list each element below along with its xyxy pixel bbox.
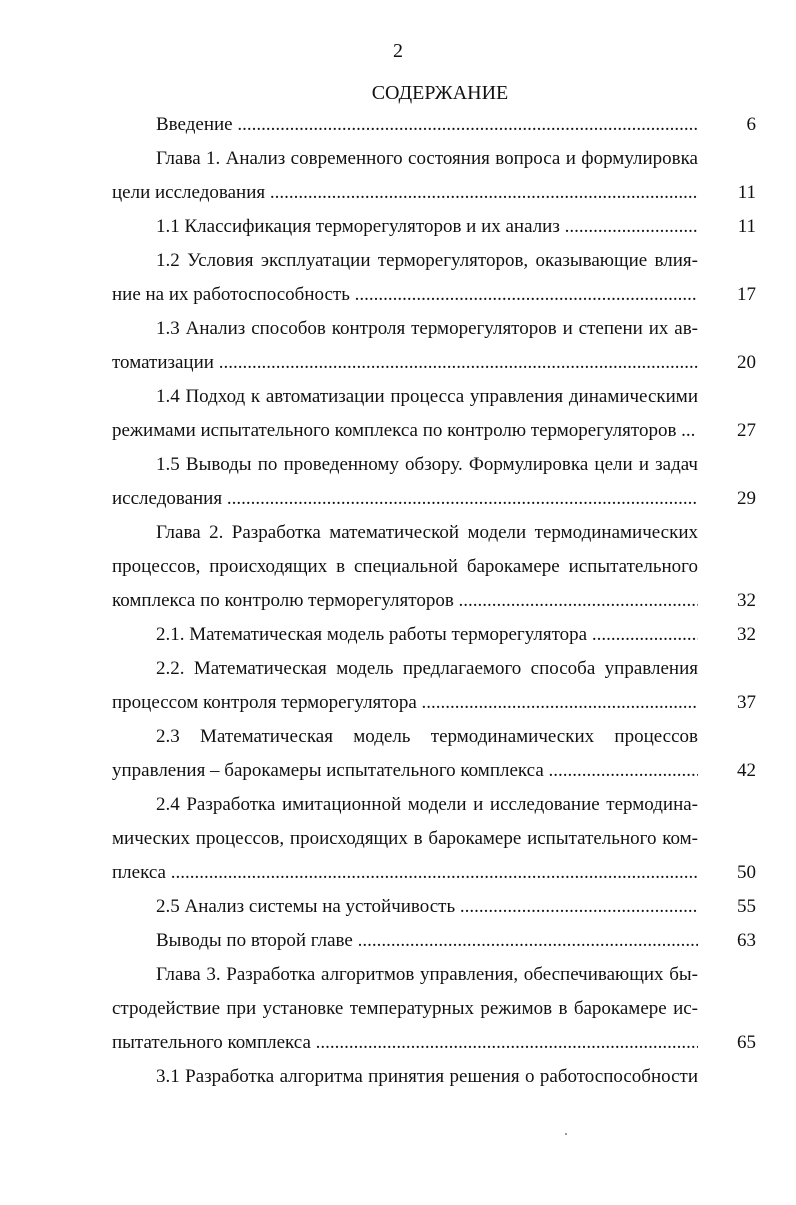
toc-entry bbox=[0, 244, 796, 312]
toc-entry-text: Глава 1. Анализ современного состояния вопроса и формулировка bbox=[156, 148, 698, 169]
toc-entry bbox=[0, 210, 796, 244]
toc-entry-text: Выводы по второй главе bbox=[156, 930, 353, 951]
toc-entry-text: 2.1. Математическая модель работы терморегулятора bbox=[156, 624, 588, 645]
toc-heading: СОДЕРЖАНИЕ bbox=[371, 82, 509, 104]
toc-entry-text: стродействие при установке температурных режимов в барокамере ис- bbox=[112, 998, 698, 1019]
toc-entry bbox=[0, 890, 796, 924]
toc-entry bbox=[0, 652, 796, 720]
toc-entry-text: 1.5 Выводы по проведенному обзору. Формулировка цели и задач bbox=[156, 454, 698, 475]
toc-page-number: 37 bbox=[737, 692, 756, 713]
toc-page-number: 6 bbox=[746, 114, 756, 135]
table-of-contents bbox=[0, 108, 796, 1094]
toc-page-number: 20 bbox=[737, 352, 756, 373]
toc-entry-text: 2.5 Анализ системы на устойчивость bbox=[156, 896, 456, 917]
toc-entry-text: плекса bbox=[112, 862, 166, 883]
page-number: 2 bbox=[393, 40, 403, 62]
scan-speck bbox=[565, 1133, 567, 1135]
toc-entry-text: Введение bbox=[156, 114, 233, 135]
toc-entry bbox=[0, 516, 796, 618]
toc-entry bbox=[0, 312, 796, 380]
toc-page-number: 27 bbox=[737, 420, 756, 441]
toc-entry-text: Глава 2. Разработка математической модели термодинамических bbox=[156, 522, 698, 543]
toc-entry bbox=[0, 448, 796, 516]
toc-entry-text: 2.4 Разработка имитационной модели и исследование термодина- bbox=[156, 794, 698, 815]
toc-entry-text: мических процессов, происходящих в барокамере испытательного ком- bbox=[112, 828, 698, 849]
toc-entry-text: 2.2. Математическая модель предлагаемого способа управления bbox=[156, 658, 698, 679]
toc-entry-text: ние на их работоспособность bbox=[112, 284, 350, 305]
toc-entry bbox=[0, 108, 796, 142]
toc-page-number: 65 bbox=[737, 1032, 756, 1053]
toc-entry bbox=[0, 380, 796, 448]
toc-page-number: 55 bbox=[737, 896, 756, 917]
toc-entry-text: исследования bbox=[112, 488, 223, 509]
toc-page-number: 42 bbox=[737, 760, 756, 781]
toc-page-number: 63 bbox=[737, 930, 756, 951]
toc-entry bbox=[0, 1060, 796, 1094]
toc-entry bbox=[0, 618, 796, 652]
toc-entry-text: 2.3 Математическая модель термодинамических процессов bbox=[156, 726, 698, 747]
toc-entry bbox=[0, 958, 796, 1060]
toc-entry-text: цели исследования bbox=[112, 182, 266, 203]
toc-entry-text: 1.2 Условия эксплуатации терморегуляторов, оказывающие влия- bbox=[156, 250, 698, 271]
toc-page-number: 17 bbox=[737, 284, 756, 305]
toc-page-number: 29 bbox=[737, 488, 756, 509]
toc-entry bbox=[0, 720, 796, 788]
toc-entry bbox=[0, 788, 796, 890]
toc-entry-text: процессов, происходящих в специальной барокамере испытательного bbox=[112, 556, 698, 577]
toc-entry-text: процессом контроля терморегулятора bbox=[112, 692, 417, 713]
toc-entry-text: пытательного комплекса bbox=[112, 1032, 311, 1053]
toc-page-number: 50 bbox=[737, 862, 756, 883]
toc-entry-text: 1.4 Подход к автоматизации процесса управления динамическими bbox=[156, 386, 698, 407]
toc-entry bbox=[0, 142, 796, 210]
toc-entry bbox=[0, 924, 796, 958]
toc-entry-text: комплекса по контролю терморегуляторов bbox=[112, 590, 454, 611]
toc-entry-text: управления – барокамеры испытательного комплекса bbox=[112, 760, 544, 781]
toc-entry-text: 1.1 Классификация терморегуляторов и их анализ bbox=[156, 216, 560, 237]
toc-page-number: 11 bbox=[737, 216, 756, 237]
toc-entry-text: 3.1 Разработка алгоритма принятия решения о работоспособности bbox=[156, 1066, 698, 1087]
toc-entry-text: Глава 3. Разработка алгоритмов управления, обеспечивающих бы- bbox=[156, 964, 698, 985]
toc-page-number: 11 bbox=[737, 182, 756, 203]
toc-page-number: 32 bbox=[737, 624, 756, 645]
toc-entry-text: 1.3 Анализ способов контроля терморегуляторов и степени их ав- bbox=[156, 318, 698, 339]
toc-entry-text: режимами испытательного комплекса по контролю терморегуляторов ... bbox=[112, 420, 696, 441]
toc-entry-text: томатизации bbox=[112, 352, 214, 373]
toc-page-number: 32 bbox=[737, 590, 756, 611]
